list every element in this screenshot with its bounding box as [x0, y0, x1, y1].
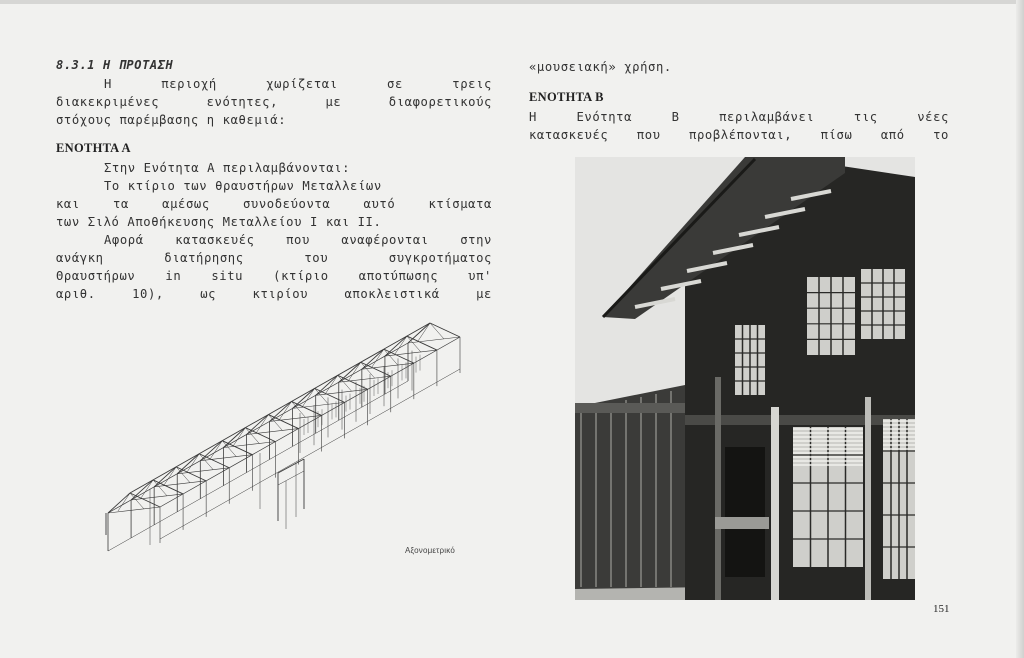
- intro-line-3: στόχους παρέμβασης η καθεμιά:: [56, 113, 287, 127]
- unit-b-heading: ΕΝΟΤΗΤΑ Β: [529, 90, 604, 104]
- unit-a-line-6: ανάγκη διατήρησης του συγκροτήματος: [56, 251, 492, 265]
- unit-b-line-2: κατασκευές που προβλέπονται, πίσω από το: [529, 128, 949, 142]
- figure-caption: Αξονομετρικό: [405, 546, 456, 555]
- unit-a-line-7: Θραυστήρων in situ (κτίριο αποτύπωσης υπ': [56, 269, 492, 283]
- unit-a-line-5: Αφορά κατασκευές που αναφέρονται στην: [104, 233, 492, 247]
- scan-edge-right: [1016, 0, 1024, 658]
- unit-a-line-4: των Σιλό Αποθήκευσης Μεταλλείου Ι και ΙΙ.: [56, 215, 382, 229]
- intro-line-2: διακεκριμένες ενότητες, με διαφορετικούς: [56, 95, 492, 109]
- unit-a-heading: ΕΝΟΤΗΤΑ Α: [56, 141, 131, 155]
- unit-a-line-3: και τα αμέσως συνοδεύοντα αυτό κτίσματα: [56, 197, 492, 211]
- building-photograph: [575, 157, 915, 600]
- page-number: 151: [933, 603, 950, 615]
- unit-a-line-2: Το κτίριο των θραυστήρων Μεταλλείων: [104, 179, 382, 193]
- unit-a-line-8: αριθ. 10), ως κτιρίου αποκλειστικά με: [56, 287, 492, 301]
- unit-a-line-1: Στην Ενότητα Α περιλαμβάνονται:: [104, 161, 351, 175]
- intro-line-1: Η περιοχή χωρίζεται σε τρεις: [104, 77, 492, 91]
- axonometric-drawing: [100, 313, 478, 559]
- continuation-line: «μουσειακή» χρήση.: [529, 60, 672, 74]
- section-heading: 8.3.1 Η ΠΡΟΤΑΣΗ: [56, 58, 174, 72]
- right-text-column: [529, 58, 949, 144]
- unit-b-line-1: Η Ενότητα Β περιλαμβάνει τις νέες: [529, 110, 949, 124]
- left-text-column: [56, 58, 492, 303]
- scan-edge-top: [0, 0, 1024, 4]
